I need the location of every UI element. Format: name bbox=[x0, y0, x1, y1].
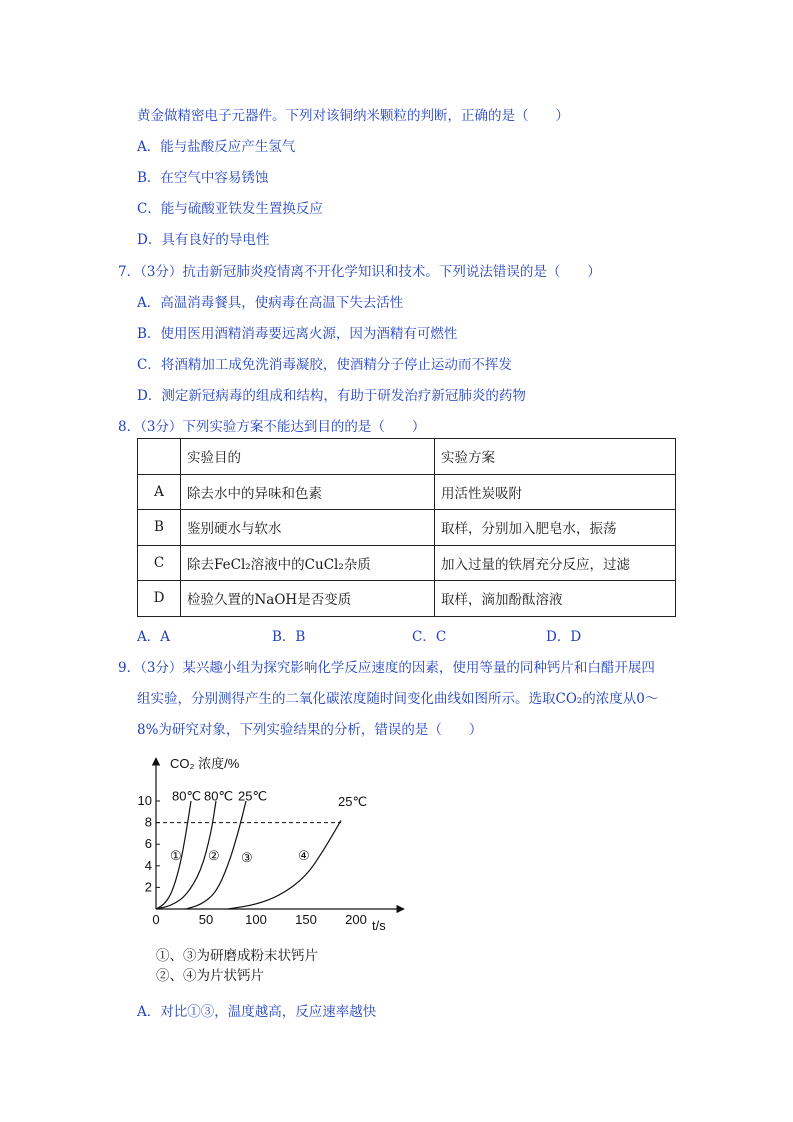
q9-stem-line-1: 9．（3分）某兴趣小组为探究影响化学反应速度的因素，使用等量的同种钙片和白醋开展四 bbox=[118, 660, 655, 676]
q8-option-c: C．C bbox=[412, 629, 447, 645]
row-label: A bbox=[138, 474, 181, 510]
q8-option-d: D．D bbox=[546, 629, 582, 645]
series-temp-label: 80℃ bbox=[172, 788, 202, 804]
legend-line-2: ②、④为片状钙片 bbox=[156, 968, 264, 983]
series-number-label: ① bbox=[170, 848, 182, 863]
q7-option-c: C．将酒精加工成免洗消毒凝胶，使酒精分子停止运动而不挥发 bbox=[137, 357, 512, 373]
table-row bbox=[138, 474, 676, 510]
row-purpose: 鉴别硬水与软水 bbox=[181, 510, 435, 546]
x-axis-label: t/s bbox=[372, 918, 386, 933]
row-method: 用活性炭吸附 bbox=[435, 474, 676, 510]
q9-stem-line-2: 组实验，分别测得产生的二氧化碳浓度随时间变化曲线如图所示。选取CO₂的浓度从0～ bbox=[137, 691, 659, 707]
x-tick-label: 50 bbox=[198, 912, 214, 927]
q6-option-c: C．能与硫酸亚铁发生置换反应 bbox=[137, 201, 323, 217]
y-tick-label: 8 bbox=[144, 814, 152, 830]
q6-option-a: A．能与盐酸反应产生氢气 bbox=[137, 139, 296, 155]
row-purpose: 检验久置的NaOH是否变质 bbox=[181, 581, 435, 617]
series-temp-label: 25℃ bbox=[338, 794, 368, 809]
table-header-method: 实验方案 bbox=[435, 439, 676, 475]
q9-stem-line-3: 8%为研究对象，下列实验结果的分析，错误的是（ ） bbox=[137, 722, 483, 738]
x-tick-label: 100 bbox=[245, 912, 267, 927]
series-line-2 bbox=[156, 801, 216, 909]
y-tick-label: 2 bbox=[144, 879, 152, 895]
row-purpose: 除去水中的异味和色素 bbox=[181, 474, 435, 510]
series-temp-label: 25℃ bbox=[238, 788, 268, 804]
series-temp-label: 80℃ bbox=[204, 788, 234, 804]
table-cell bbox=[138, 439, 181, 475]
table-header-purpose: 实验目的 bbox=[181, 439, 435, 475]
series-number-label: ④ bbox=[298, 848, 310, 863]
row-method: 取样，滴加酚酞溶液 bbox=[435, 581, 676, 617]
row-label: C bbox=[138, 545, 181, 581]
x-tick-label: 200 bbox=[345, 912, 367, 927]
legend-line-1: ①、③为研磨成粉末状钙片 bbox=[156, 948, 318, 963]
y-tick-label: 4 bbox=[144, 857, 152, 873]
q9-option-a: A．对比①③，温度越高，反应速率越快 bbox=[137, 1004, 377, 1020]
row-method: 取样，分别加入肥皂水，振荡 bbox=[435, 510, 676, 546]
q7-option-d: D．测定新冠病毒的组成和结构，有助于研发治疗新冠肺炎的药物 bbox=[137, 388, 526, 404]
q7-option-a: A．高温消毒餐具，使病毒在高温下失去活性 bbox=[137, 295, 404, 311]
q7-stem: 7．（3分）抗击新冠肺炎疫情离不开化学知识和技术。下列说法错误的是（ ） bbox=[118, 264, 601, 280]
row-label: B bbox=[138, 510, 181, 546]
y-tick-label: 10 bbox=[137, 793, 152, 808]
row-purpose: 除去FeCl₂溶液中的CuCl₂杂质 bbox=[181, 545, 435, 581]
q8-table bbox=[137, 438, 676, 617]
q7-option-b: B．使用医用酒精消毒要远离火源，因为酒精有可燃性 bbox=[137, 326, 458, 342]
y-axis-label: CO₂ 浓度/% bbox=[170, 756, 240, 771]
x-tick-label: 150 bbox=[295, 912, 317, 927]
series-number-label: ② bbox=[208, 848, 220, 863]
x-tick-label: 0 bbox=[152, 912, 160, 927]
table-row bbox=[138, 545, 676, 581]
table-header-row bbox=[138, 439, 676, 475]
y-tick-label: 6 bbox=[144, 836, 152, 852]
co2-concentration-chart bbox=[130, 750, 420, 940]
q6-option-d: D．具有良好的导电性 bbox=[137, 232, 270, 248]
q8-option-a: A．A bbox=[137, 629, 170, 645]
series-number-label: ③ bbox=[241, 850, 253, 866]
row-method: 加入过量的铁屑充分反应，过滤 bbox=[435, 545, 676, 581]
q6-continuation: 黄金做精密电子元器件。下列对该铜纳米颗粒的判断，正确的是（ ） bbox=[137, 108, 569, 124]
q6-option-b: B．在空气中容易锈蚀 bbox=[137, 170, 269, 186]
q8-stem: 8．（3分）下列实验方案不能达到目的的是（ ） bbox=[118, 419, 426, 435]
table-row bbox=[138, 510, 676, 546]
table-row bbox=[138, 581, 676, 617]
q8-option-b: B．B bbox=[272, 629, 306, 645]
row-label: D bbox=[138, 581, 181, 617]
